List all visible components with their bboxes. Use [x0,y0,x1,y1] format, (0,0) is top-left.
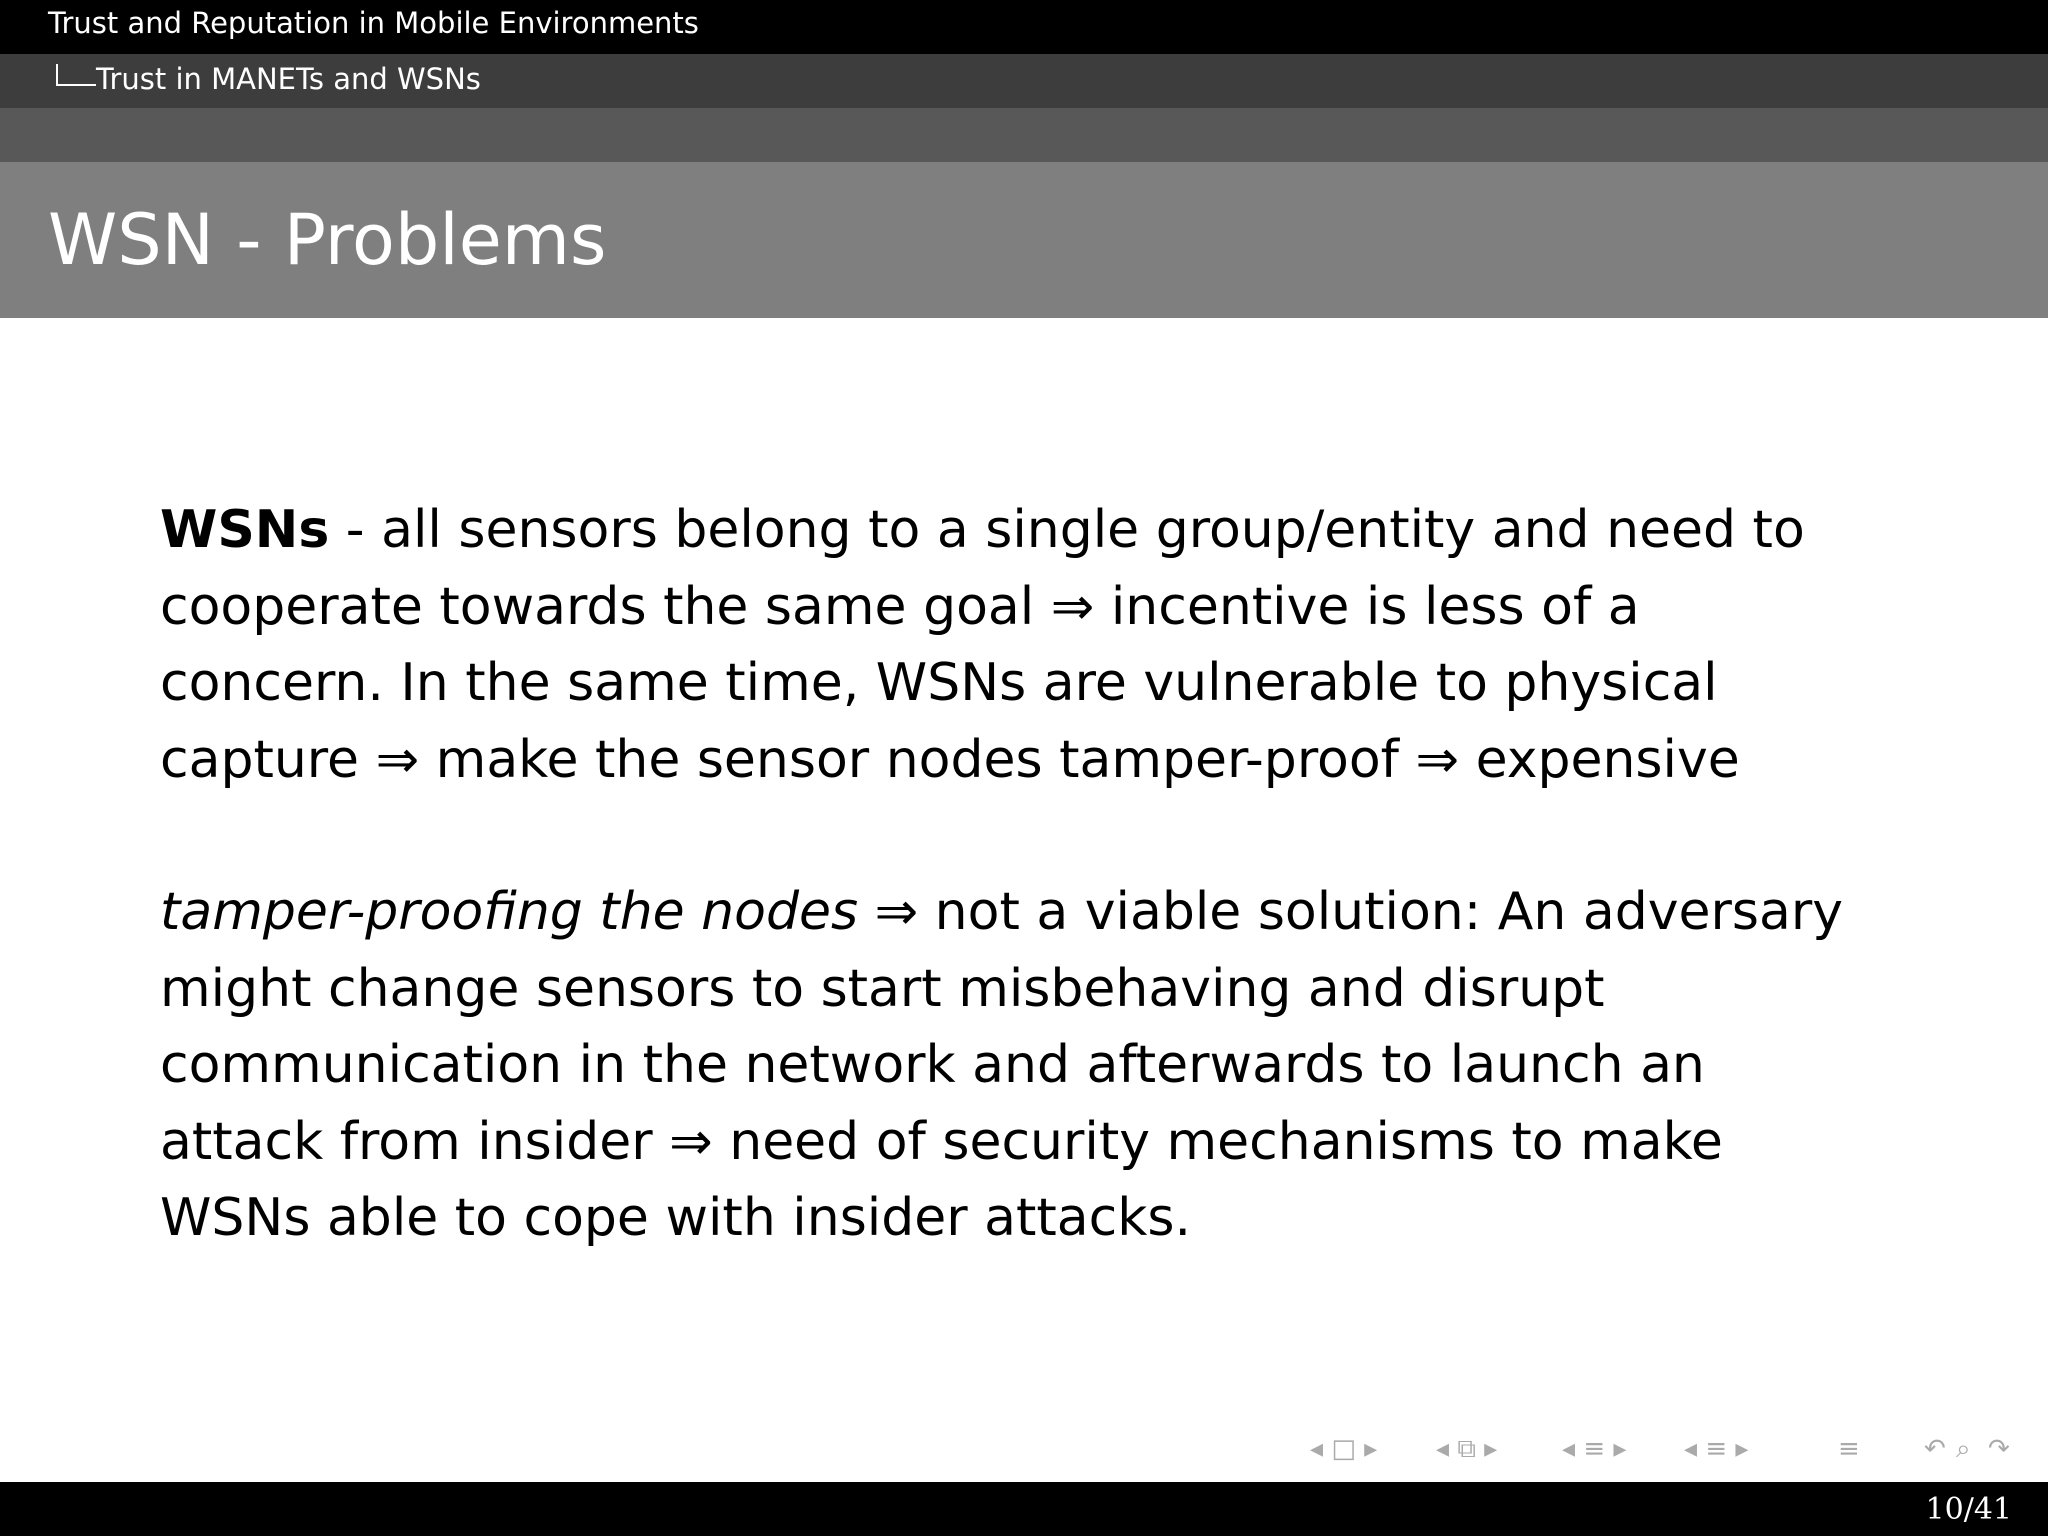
paragraph-tamper-proofing [160,874,1880,1257]
beamer-navigation [1310,1434,2030,1468]
nav-subsection-icon[interactable]: ◂ ⧉ ▸ [1436,1434,1498,1464]
header-section-bar [0,0,2048,54]
footer-bar [0,1482,2048,1536]
nav-search-icon[interactable]: ⌕ [1956,1434,1971,1464]
nav-forward-icon[interactable]: ↷ [1988,1434,2010,1464]
slide-title-bar [0,162,2048,318]
tree-corner-icon [56,64,96,86]
nav-subsection2-icon[interactable]: ◂ ≡ ▸ [1684,1434,1749,1464]
page-number: 10/41 [1925,1492,2012,1527]
nav-section-icon[interactable]: ◂ ≡ ▸ [1562,1434,1627,1464]
header-subsection-title[interactable]: Trust in MANETs and WSNs [96,62,481,96]
slide-content [160,492,1880,1257]
paragraph-wsn [160,492,1880,798]
slide-title: WSN - Problems [48,199,607,281]
nav-frame-icon[interactable]: ◂ □ ▸ [1310,1434,1378,1464]
paragraph-tamper-proofing-text: ⇒ not a viable solution: An adversary might change sensors to start misbehaving and disrupt communication in the network and afterwards to launch an attack from insider ⇒ need of security mechanisms to make WSNs able to cope with insider attacks. [160,882,1843,1248]
header-section-title[interactable]: Trust and Reputation in Mobile Environments [48,6,699,40]
term-tamper-proofing: tamper-proofing the nodes [160,882,859,942]
nav-back-icon[interactable]: ↶ [1924,1434,1946,1464]
paragraph-wsn-text: - all sensors belong to a single group/entity and need to cooperate towards the same goal ⇒ incentive is less of a concern. In the same time, WSNs are vulnerable to physical capture ⇒ make the sensor nodes tamper-proof ⇒ expensive [160,500,1805,790]
header-spacer-bar [0,108,2048,162]
term-wsns: WSNs [160,500,330,560]
header-subsection-bar [0,54,2048,108]
nav-toc-icon[interactable]: ≡ [1838,1434,1860,1464]
